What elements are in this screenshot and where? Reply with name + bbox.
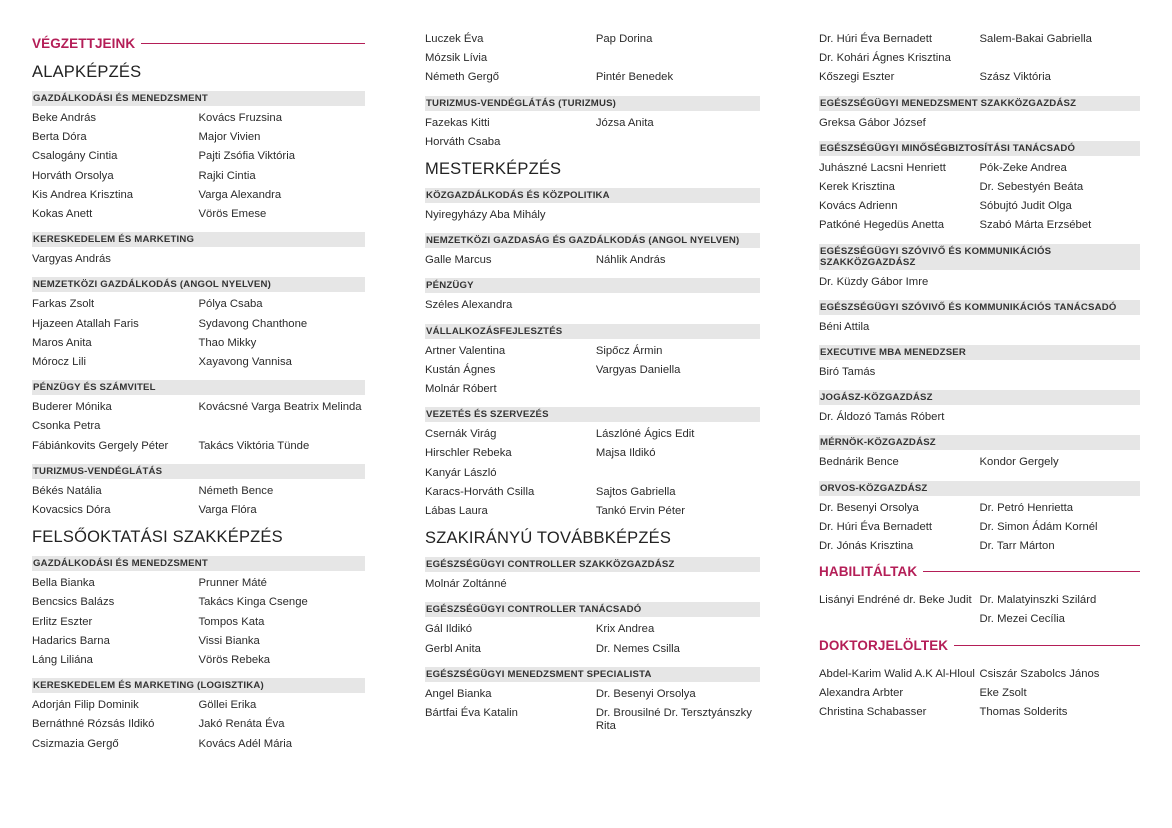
category-label: KÖZGAZDÁLKODÁS ÉS KÖZPOLITIKA [425,188,760,203]
graduate-name: Prunner Máté [198,577,267,590]
graduate-name: Láng Liliána [32,654,93,667]
graduate-name [596,464,760,483]
graduate-name: Jakó Renáta Éva [198,718,285,731]
graduate-name: Salem-Bakai Gabriella [979,33,1092,45]
name-grid [425,620,760,658]
graduate-name: Tankó Ervin Péter [595,505,686,518]
graduate-name: Vissi Bianka [198,634,260,647]
graduate-name: Dr. Húri Éva Bernadett [819,520,933,533]
graduate-name: Major Vivien [198,131,261,144]
name-grid [819,499,1140,557]
graduate-name: Vargyas András [32,253,111,266]
graduate-name: Dr. Simon Ádám Kornél [979,520,1098,533]
graduate-name: Kovács Fruzsina [198,112,283,124]
graduate-name: Lászlóné Ágics Edit [595,428,695,441]
graduate-name: Dr. Malatyinszki Szilárd [979,594,1097,607]
graduate-name: Hadarics Barna [32,634,110,647]
graduate-name: Szász Viktória [979,71,1051,84]
graduate-name: Mózsik Lívia [425,52,488,65]
graduate-name: Kovács Adrienn [819,200,898,213]
graduate-name: Juhászné Lacsni Henriett [819,161,946,174]
graduate-name: Lábas Laura [425,505,488,518]
graduate-name: Csizmazia Gergő [32,737,119,750]
graduate-name: Rajki Cintia [198,169,256,182]
heading-rule [954,645,1140,646]
graduate-name: Dr. Kohári Ágnes Krisztina [819,52,951,65]
section-heading-text: DOKTORJELÖLTEK [819,637,949,653]
graduate-name: Dr. Brousilné Dr. Tersztyánszky Rita [595,707,752,733]
graduate-name: Hirschler Rebeka [425,447,512,460]
category-label: NEMZETKÖZI GAZDASÁG ÉS GAZDÁLKODÁS (ANGOL NYELVEN) [425,233,760,248]
graduate-name: Beke András [32,112,97,124]
graduate-name: Luczek Éva [425,33,484,45]
name-grid [425,342,760,400]
graduate-name: Pólya Csaba [198,298,263,311]
category-label: EGÉSZSÉGÜGYI SZÓVIVŐ ÉS KOMMUNIKÁCIÓS TANÁCSADÓ [819,300,1140,315]
graduate-name: Kovácsné Varga Beatrix Melinda [198,401,362,414]
graduate-name: Szabó Márta Erzsébet [979,219,1092,232]
graduate-name: Mórocz Lili [32,356,86,369]
name-grid [819,159,1140,236]
name-grid [425,114,760,152]
graduate-name: Berta Dóra [32,131,87,144]
graduate-name: Horváth Csaba [425,135,501,148]
graduate-name: Csiszár Szabolcs János [979,667,1100,680]
graduate-name: Pók-Zeke Andrea [979,161,1067,174]
category-label: ORVOS-KÖZGAZDÁSZ [819,481,1140,496]
subsection-title: MESTERKÉPZÉS [425,160,562,179]
graduate-name: Nyiregyházy Aba Mihály [425,209,546,222]
name-grid [819,665,1140,723]
graduate-name: Kovacsics Dóra [32,504,111,517]
category-label: JOGÁSZ-KÖZGAZDÁSZ [819,390,1140,405]
graduate-name: Horváth Orsolya [32,169,114,182]
category-label: GAZDÁLKODÁSI ÉS MENEDZSMENT [32,91,365,106]
graduate-name: Molnár Róbert [425,383,497,396]
graduate-name: Buderer Mónika [32,401,112,414]
category-label: NEMZETKÖZI GAZDÁLKODÁS (ANGOL NYELVEN) [32,277,365,292]
graduate-name: Pintér Benedek [595,71,674,84]
category-label: PÉNZÜGY [425,278,760,293]
graduate-name [596,133,760,152]
graduate-name: Gerbl Anita [425,642,481,655]
graduate-name: Kerek Krisztina [819,181,895,194]
name-grid [425,251,760,270]
heading-rule [141,43,365,44]
graduate-name: Németh Bence [198,484,274,497]
graduate-name: Maros Anita [32,336,92,349]
category-label: TURIZMUS-VENDÉGLÁTÁS (TURIZMUS) [425,96,760,111]
column-1 [32,30,365,762]
category-label: VEZETÉS ÉS SZERVEZÉS [425,407,760,422]
category-label: EGÉSZSÉGÜGYI CONTROLLER SZAKKÖZGAZDÁSZ [425,557,760,572]
graduate-name: Bernáthné Rózsás Ildikó [32,718,155,731]
graduate-name: Dr. Jónás Krisztina [819,540,914,553]
column-2 [425,30,760,744]
graduate-name: Karacs-Horváth Csilla [425,485,535,498]
graduate-name: Bártfai Éva Katalin [425,707,518,720]
graduate-name: Takács Kinga Csenge [198,596,308,609]
section-heading [32,36,365,51]
graduate-name: Majsa Ildikó [595,447,656,460]
graduate-name: Abdel-Karim Walid A.K Al-Hloul [819,667,975,680]
graduate-name: Angel Bianka [425,687,492,700]
graduate-name: Dr. Húri Éva Bernadett [819,33,933,45]
graduate-name: Sipőcz Ármin [595,344,663,357]
name-grid [425,425,760,521]
graduate-name: Patkóné Hegedüs Anetta [819,219,944,232]
graduate-name: Hjazeen Atallah Faris [32,317,139,330]
column-3 [819,30,1140,730]
name-grid [32,482,365,520]
graduate-name: Farkas Zsolt [32,298,95,311]
graduate-name: Christina Schabasser [819,706,927,719]
graduate-name: Fazekas Kitti [425,116,490,129]
graduate-name: Vörös Emese [198,208,267,221]
graduate-name: Thao Mikky [198,336,257,349]
category-label: EGÉSZSÉGÜGYI CONTROLLER TANÁCSADÓ [425,602,760,617]
name-grid [425,30,760,88]
graduate-name: Galle Marcus [425,254,492,267]
graduate-name: Dr. Besenyi Orsolya [595,687,696,700]
graduate-name: Pajti Zsófia Viktória [198,150,295,163]
graduate-name: Bencsics Balázs [32,596,115,609]
graduate-name: Lisányi Endréné dr. Beke Judit [819,594,972,607]
graduate-name: Krix Andrea [595,623,655,636]
graduate-name: Csonka Petra [32,420,101,433]
graduate-name: Sajtos Gabriella [595,485,676,498]
graduate-name: Dr. Küzdy Gábor Imre [819,275,929,288]
subsection-title: FELSŐOKTATÁSI SZAKKÉPZÉS [32,528,283,547]
graduate-name: Csalogány Cintia [32,150,118,163]
graduate-name: Göllei Erika [198,699,257,712]
graduate-name: Kőszegi Eszter [819,71,895,84]
graduate-name [980,49,1141,68]
section-heading-text: VÉGZETTJEINK [32,36,136,51]
graduate-name: Erlitz Eszter [32,615,93,628]
graduate-name: Takács Viktória Tünde [198,439,310,452]
graduate-name: Józsa Anita [595,116,654,129]
graduate-name: Molnár Zoltánné [425,578,507,591]
graduate-name: Greksa Gábor József [819,116,926,129]
category-label: EXECUTIVE MBA MENEDZSER [819,345,1140,360]
category-label: TURIZMUS-VENDÉGLÁTÁS [32,464,365,479]
graduate-name: Tompos Kata [198,615,265,628]
category-label: GAZDÁLKODÁSI ÉS MENEDZSMENT [32,556,365,571]
subsection-title: ALAPKÉPZÉS [32,63,142,81]
graduate-name: Dr. Nemes Csilla [595,642,680,655]
graduate-name: Kokas Anett [32,208,93,221]
name-grid [32,109,365,224]
graduate-name: Thomas Solderits [979,706,1068,719]
graduate-name: Békés Natália [32,484,102,497]
category-label: VÁLLALKOZÁSFEJLESZTÉS [425,324,760,339]
subsection-title: SZAKIRÁNYÚ TOVÁBBKÉPZÉS [425,529,672,548]
name-grid [32,398,365,456]
graduate-name [596,380,760,399]
graduate-name: Kovács Adél Mária [198,737,293,750]
graduate-name: Kanyár László [425,466,497,479]
name-grid [32,574,365,670]
graduate-name [596,49,760,68]
section-heading [819,638,1140,653]
graduate-name [199,417,366,436]
graduate-name: Széles Alexandra [425,299,513,312]
graduate-name: Fábiánkovits Gergely Péter [32,439,169,452]
category-label: EGÉSZSÉGÜGYI MENEDZSMENT SZAKKÖZGAZDÁSZ [819,96,1140,111]
graduate-name: Xayavong Vannisa [198,356,292,369]
name-grid [425,685,760,736]
graduate-name: Dr. Tarr Márton [979,540,1055,553]
name-grid [819,591,1140,629]
graduate-name: Bella Bianka [32,577,95,590]
graduate-name: Dr. Áldozó Tamás Róbert [819,411,945,424]
graduate-name: Vörös Rebeka [198,654,271,667]
graduate-name: Bednárik Bence [819,456,899,469]
graduate-name: Eke Zsolt [979,686,1027,699]
name-grid [819,453,1140,472]
name-grid [819,30,1140,88]
section-heading-text: HABILITÁLTAK [819,564,918,580]
category-label: EGÉSZSÉGÜGYI SZÓVIVŐ ÉS KOMMUNIKÁCIÓS SZAKKÖZGAZDÁSZ [819,244,1140,270]
category-label: KERESKEDELEM ÉS MARKETING (LOGISZTIKA) [32,678,365,693]
graduate-name: Artner Valentina [425,344,506,357]
graduate-name: Adorján Filip Dominik [32,699,139,712]
graduate-name: Béni Attila [819,320,870,333]
graduate-name: Vargyas Daniella [595,363,681,376]
graduate-name: Biró Tamás [819,366,876,379]
graduate-name: Dr. Besenyi Orsolya [819,501,919,514]
graduate-name: Csernák Virág [425,428,497,441]
name-grid [32,295,365,372]
graduate-name: Kondor Gergely [979,456,1059,469]
graduate-name [819,610,980,629]
graduate-name: Alexandra Arbter [819,686,904,699]
graduate-name: Sóbujtó Judit Olga [979,200,1072,213]
graduate-name: Németh Gergő [425,71,500,84]
graduate-name: Dr. Mezei Cecília [979,613,1065,626]
graduate-name: Gál Ildikó [425,623,473,636]
graduate-name: Dr. Sebestyén Beáta [979,181,1084,194]
category-label: EGÉSZSÉGÜGYI MINŐSÉGBIZTOSÍTÁSI TANÁCSADÓ [819,141,1140,156]
category-label: MÉRNÖK-KÖZGAZDÁSZ [819,435,1140,450]
category-label: PÉNZÜGY ÉS SZÁMVITEL [32,380,365,395]
graduate-name: Náhlik András [595,254,666,267]
heading-rule [923,571,1140,572]
graduate-name: Sydavong Chanthone [198,317,308,330]
graduate-name: Kustán Ágnes [425,363,496,376]
graduate-name: Dr. Petró Henrietta [979,501,1074,514]
name-grid [32,696,365,754]
graduate-name: Pap Dorina [595,33,653,45]
category-label: KERESKEDELEM ÉS MARKETING [32,232,365,247]
section-heading [819,564,1140,579]
category-label: EGÉSZSÉGÜGYI MENEDZSMENT SPECIALISTA [425,667,760,682]
graduate-name: Varga Alexandra [198,188,282,201]
graduate-name: Varga Flóra [198,504,257,517]
graduate-name: Kis Andrea Krisztina [32,188,134,201]
